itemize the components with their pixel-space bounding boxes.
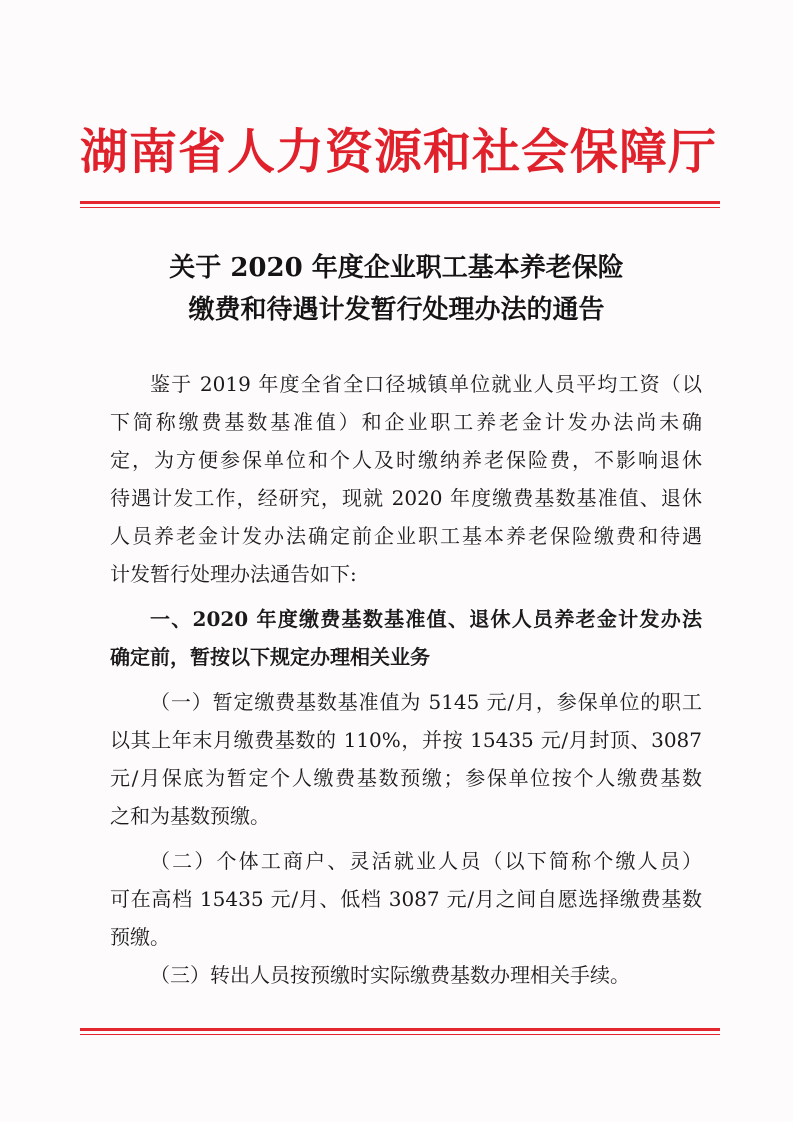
paragraph-line: 人员养老金计发办法确定前企业职工基本养老保险缴费和待遇 (110, 524, 702, 548)
paragraph-line: （一）暂定缴费基数基准值为 5145 元/月，参保单位的职工 (150, 690, 702, 714)
paragraph-line: 以其上年末月缴费基数的 110%，并按 15435 元/月封顶、3087 (110, 728, 702, 752)
notice-title-line-1: 关于 2020 年度企业职工基本养老保险 (169, 253, 624, 283)
section-heading-line: 一、2020 年度缴费基数基准值、退休人员养老金计发办法 (150, 607, 702, 631)
paragraph-line: 下简称缴费基数基准值）和企业职工养老金计发办法尚未确 (110, 410, 702, 434)
section-heading-line: 确定前，暂按以下规定办理相关业务 (110, 645, 430, 669)
paragraph-line: 定，为方便参保单位和个人及时缴纳养老保险费，不影响退休 (110, 448, 702, 472)
paragraph-line: 之和为基数预缴。 (110, 804, 270, 828)
letterhead-red-rule-thin (80, 207, 720, 208)
paragraph-line: 预缴。 (110, 925, 170, 949)
footer-red-rule-thin (80, 1034, 720, 1035)
letterhead-red-rule (80, 201, 720, 204)
notice-title-line-2: 缴费和待遇计发暂行处理办法的通告 (188, 295, 605, 325)
paragraph-line: 待遇计发工作，经研究，现就 2020 年度缴费基数基准值、退休 (110, 486, 702, 510)
paragraph-line: 鉴于 2019 年度全省全口径城镇单位就业人员平均工资（以 (150, 372, 702, 396)
footer-red-rule (80, 1028, 720, 1031)
paragraph-line: （三）转出人员按预缴时实际缴费基数办理相关手续。 (150, 963, 630, 987)
paragraph-line: 计发暂行处理办法通告如下: (110, 562, 357, 586)
paragraph-line: 可在高档 15435 元/月、低档 3087 元/月之间自愿选择缴费基数 (110, 887, 702, 911)
paragraph-line: （二）个体工商户、灵活就业人员（以下简称个缴人员） (150, 849, 702, 873)
paragraph-line: 元/月保底为暂定个人缴费基数预缴；参保单位按个人缴费基数 (110, 766, 702, 790)
letterhead-organization: 湖南省人力资源和社会保障厅 (80, 124, 718, 180)
